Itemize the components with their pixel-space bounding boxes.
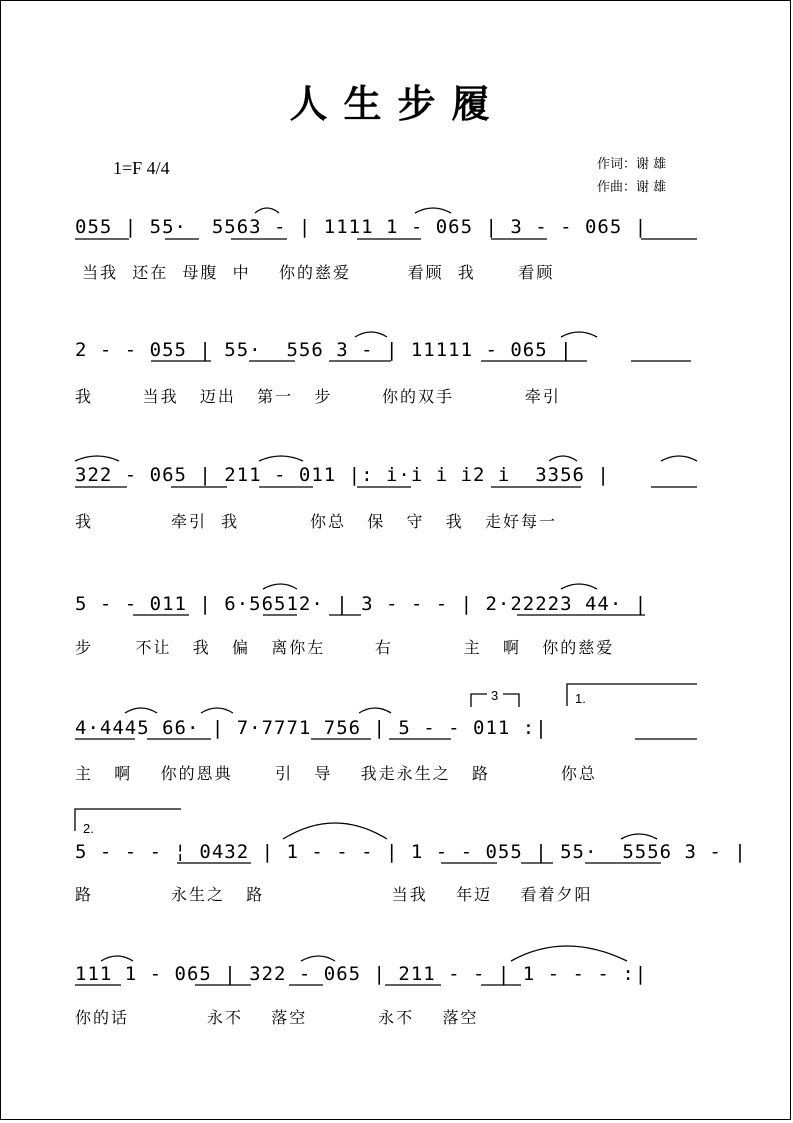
composer-credit: 作曲：谢 雄 [597, 180, 667, 195]
triplet-label: 3 [491, 688, 499, 703]
song-title: 人生步履 [289, 81, 506, 126]
lyrics-line-1: 当我 还在 母腹 中 你的慈爱 看顾 我 看顾 [75, 263, 555, 282]
first-ending-label: 1. [575, 691, 586, 706]
lyrics-line-6: 路 永生之 路 当我 年迈 看着夕阳 [75, 885, 593, 904]
notation-line-6: 5 - - - ¦ 0432 | 1 - - - | 1 - - 055 | 55· 5556 3 - | [75, 841, 747, 863]
notation-line-4: 5 - - 011 | 6·56512· | 3 - - - | 2·22223 44· | [75, 593, 648, 615]
lyrics-line-5: 主 啊 你的恩典 引 导 我走永生之 路 你总 [75, 764, 597, 783]
second-ending-label: 2. [83, 821, 94, 836]
lyricist-credit: 作词：谢 雄 [597, 157, 667, 172]
lyrics-line-3: 我 牵引 我 你总 保 守 我 走好每一 [75, 512, 558, 531]
lyrics-line-4: 步 不让 我 偏 离你左 右 主 啊 你的慈爱 [75, 638, 615, 657]
lyrics-line-2: 我 当我 迈出 第一 步 你的双手 牵引 [75, 387, 561, 406]
lyrics-line-7: 你的话 永不 落空 永不 落空 [75, 1008, 479, 1027]
key-signature: 1=F 4/4 [113, 158, 170, 178]
notation-line-3: 322 - 065 | 211 - 011 |: i·i i i2 i 3356 | [75, 464, 610, 486]
notation-line-1: 055 | 55· 5563 - | 1111 1 - 065 | 3 - - 065 | [75, 216, 648, 238]
notation-line-2: 2 - - 055 | 55· 556 3 - | 11111 - 065 | [75, 339, 573, 361]
notation-line-7: 111 1 - 065 | 322 - 065 | 211 - - | 1 - - - :| [75, 963, 648, 985]
notation-line-5: 4·4445 66· | 7·7771 756 | 5 - - 011 :| [75, 717, 548, 739]
